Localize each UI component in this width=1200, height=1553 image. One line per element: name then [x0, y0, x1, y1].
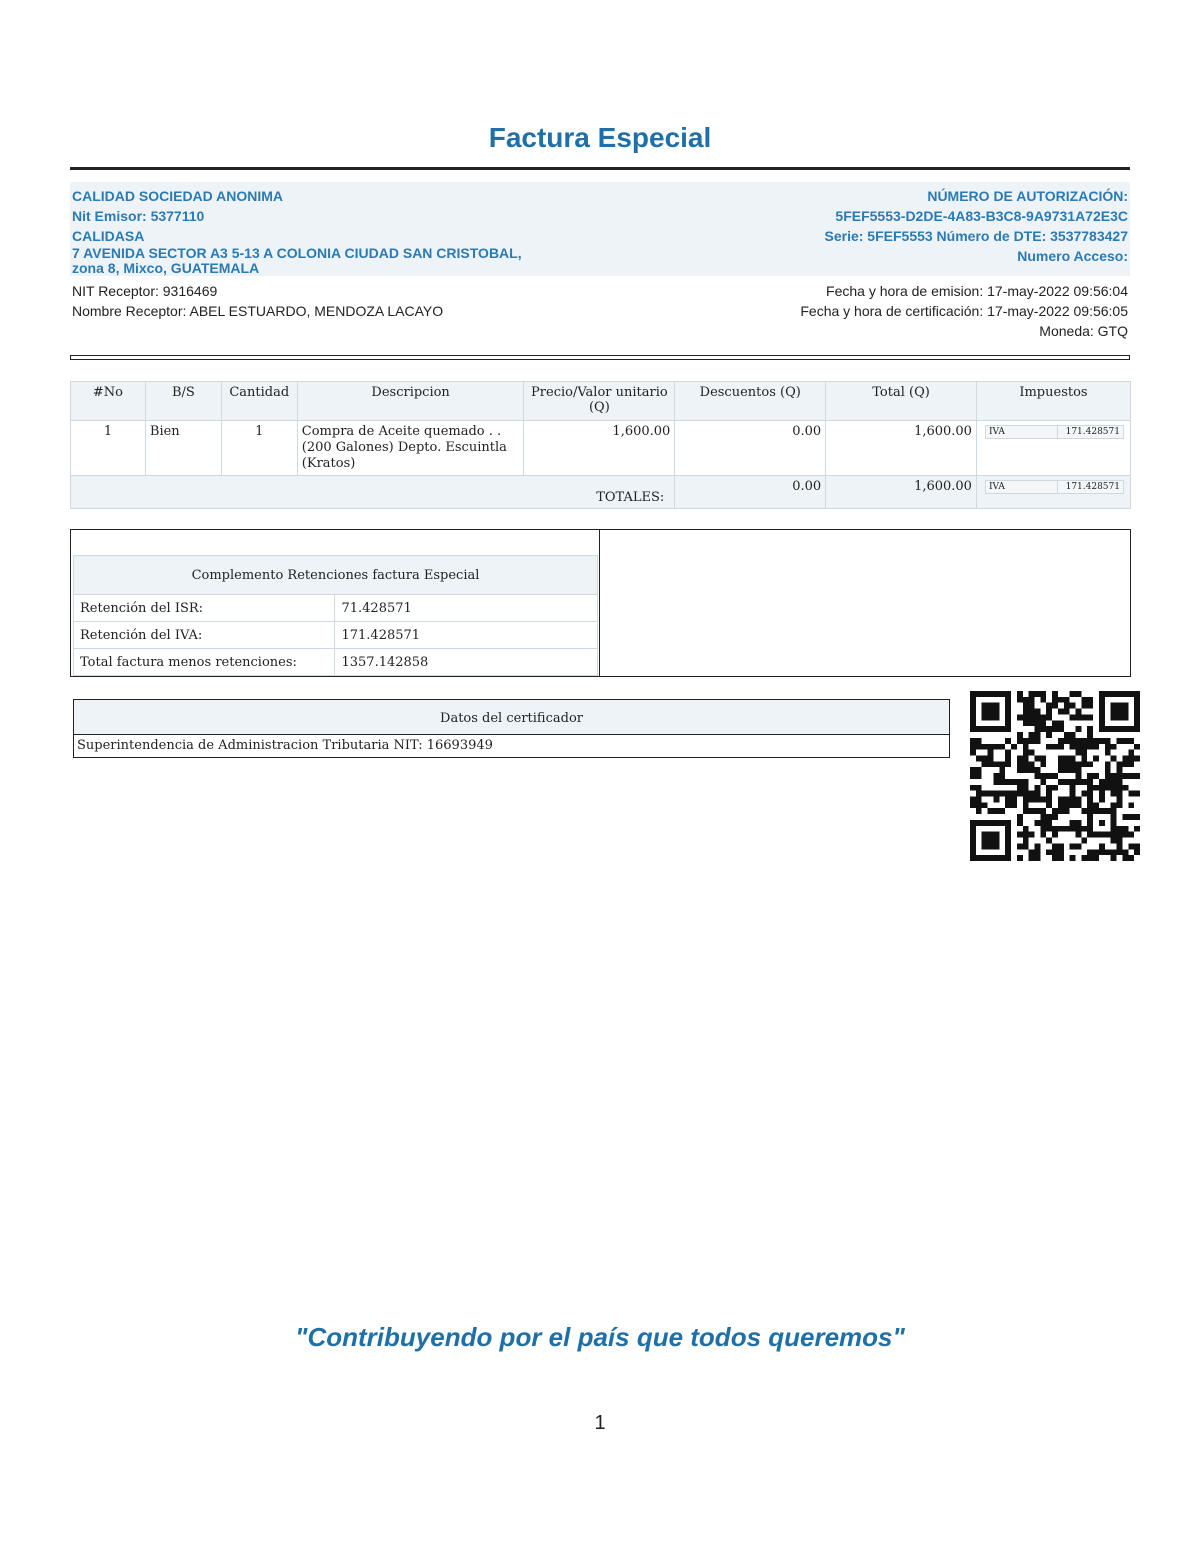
items-table — [70, 381, 1131, 509]
table-row — [74, 622, 598, 649]
row-precio: 1,600.00 — [524, 421, 675, 476]
row-no: 1 — [71, 421, 146, 476]
page-number: 1 — [594, 1412, 606, 1434]
ret-label-total: Total factura menos retenciones: — [74, 649, 335, 676]
ret-value-iva: 171.428571 — [335, 622, 598, 649]
row-descuentos: 0.00 — [675, 421, 826, 476]
emisor-comercial: CALIDASA — [72, 228, 145, 244]
retenciones-title: Complemento Retenciones factura Especial — [74, 556, 598, 595]
row-descripcion: Compra de Aceite quemado . . (200 Galones) Depto. Escuintla (Kratos) — [297, 421, 524, 476]
header-descripcion: Descripcion — [297, 382, 524, 421]
receptor-info — [72, 281, 443, 321]
fecha-certificacion: Fecha y hora de certificación: 17-may-2022 09:56:05 — [800, 303, 1128, 319]
totals-label: TOTALES: — [71, 476, 675, 509]
emisor-name: CALIDAD SOCIEDAD ANONIMA — [72, 188, 284, 204]
ret-value-isr: 71.428571 — [335, 595, 598, 622]
retenciones-table — [73, 555, 598, 676]
totals-tax-cell — [985, 480, 1124, 494]
emisor-info — [72, 186, 632, 276]
totals-descuentos: 0.00 — [675, 476, 826, 509]
certificador-value: Superintendencia de Administracion Tributaria NIT: 16693949 — [77, 738, 493, 753]
totals-total: 1,600.00 — [826, 476, 977, 509]
autorizacion-number: 5FEF5553-D2DE-4A83-B3C8-9A9731A72E3C — [835, 208, 1128, 224]
fecha-emision: Fecha y hora de emision: 17-may-2022 09:56:04 — [826, 283, 1128, 299]
table-row — [74, 595, 598, 622]
certificador-title: Datos del certificador — [74, 700, 949, 735]
ret-label-isr: Retención del ISR: — [74, 595, 335, 622]
emisor-address-1: 7 AVENIDA SECTOR A3 5-13 A COLONIA CIUDAD SAN CRISTOBAL, — [72, 245, 522, 261]
totals-tax-name: IVA — [986, 481, 1058, 493]
moneda: Moneda: GTQ — [1039, 323, 1128, 339]
autorizacion-label: NÚMERO DE AUTORIZACIÓN: — [927, 188, 1128, 204]
qr-code-icon — [970, 691, 1140, 861]
header-bs: B/S — [145, 382, 221, 421]
receptor-nombre: Nombre Receptor: ABEL ESTUARDO, MENDOZA LACAYO — [72, 303, 444, 319]
header-precio: Precio/Valor unitario (Q) — [524, 382, 675, 421]
header-descuentos: Descuentos (Q) — [675, 382, 826, 421]
totals-row — [71, 476, 1131, 509]
items-header-row — [71, 382, 1131, 421]
header-no: #No — [71, 382, 146, 421]
row-cantidad: 1 — [221, 421, 297, 476]
tax-value: 171.428571 — [1065, 427, 1120, 437]
fechas-info — [800, 281, 1128, 341]
ret-label-iva: Retención del IVA: — [74, 622, 335, 649]
tax-cell — [985, 425, 1124, 439]
table-row — [71, 421, 1131, 476]
header-impuestos: Impuestos — [976, 382, 1130, 421]
receptor-nit: NIT Receptor: 9316469 — [72, 283, 218, 299]
row-impuestos — [976, 421, 1130, 476]
emisor-nit: Nit Emisor: 5377110 — [72, 208, 205, 224]
ret-value-total: 1357.142858 — [335, 649, 598, 676]
title-rule — [70, 167, 1130, 170]
totals-tax-value: 171.428571 — [1065, 482, 1120, 492]
tax-name: IVA — [986, 426, 1058, 438]
document-title: Factura Especial — [488, 122, 712, 153]
section-divider — [70, 355, 1130, 360]
emisor-address-2: zona 8, Mixco, GUATEMALA — [72, 260, 260, 276]
totals-impuestos — [976, 476, 1130, 509]
retenciones-divider — [599, 529, 600, 676]
table-row — [74, 649, 598, 676]
row-total: 1,600.00 — [826, 421, 977, 476]
header-total: Total (Q) — [826, 382, 977, 421]
autorizacion-info — [648, 186, 1128, 266]
certificador-box — [73, 699, 950, 758]
row-bs: Bien — [145, 421, 221, 476]
slogan: "Contribuyendo por el país que todos queremos" — [295, 1322, 905, 1352]
autorizacion-serie: Serie: 5FEF5553 Número de DTE: 3537783427 — [824, 228, 1128, 244]
autorizacion-acceso: Numero Acceso: — [1017, 248, 1128, 264]
header-cantidad: Cantidad — [221, 382, 297, 421]
